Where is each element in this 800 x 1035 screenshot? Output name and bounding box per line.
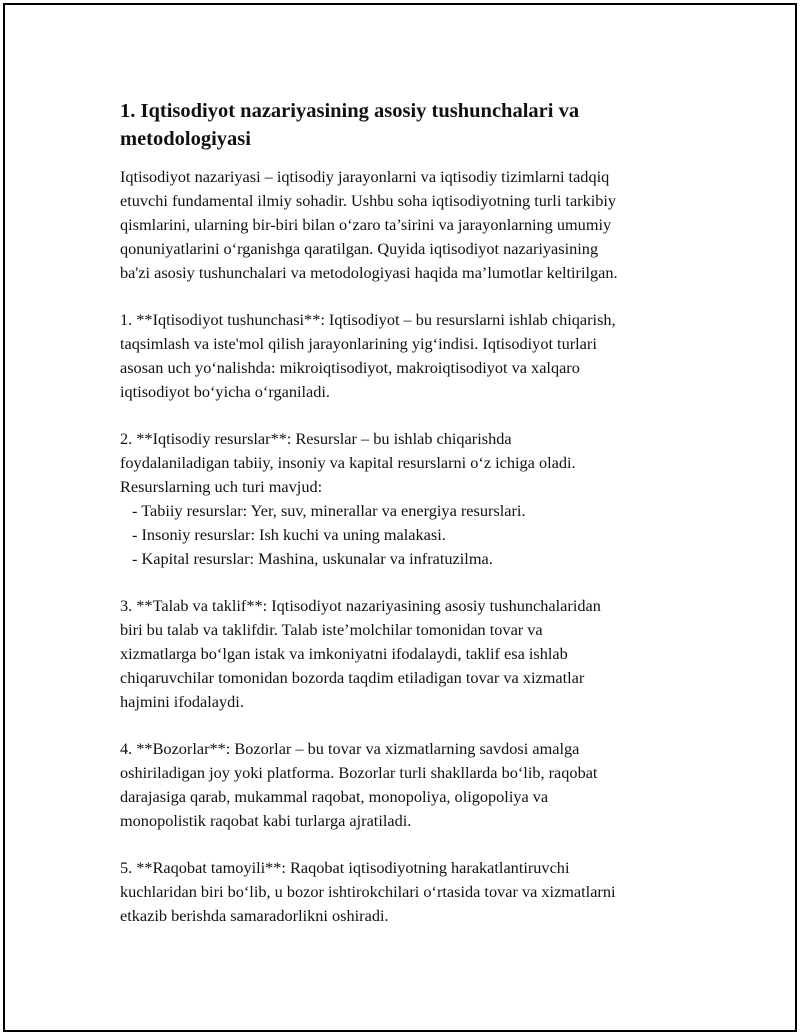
text-line: 1. **Iqtisodiyot tushunchasi**: Iqtisodiyot – bu resurslarni ishlab chiqarish, [120,310,616,329]
text-line: Resurslarning uch turi mavjud: [120,477,323,496]
text-line: qonuniyatlarini o‘rganishga qaratilgan. Quyida iqtisodiyot nazariyasining [120,239,599,258]
text-line: 4. **Bozorlar**: Bozorlar – bu tovar va xizmatlarning savdosi amalga [120,739,580,758]
section-heading [120,95,700,153]
paragraph-economy-concept [120,308,700,404]
text-line: foydalaniladigan tabiiy, insoniy va kapital resurslarni o‘z ichiga oladi. [120,453,576,472]
text-line: ba'zi asosiy tushunchalari va metodologiyasi haqida ma’lumotlar keltirilgan. [120,263,618,282]
document-page [3,3,797,1032]
text-line: iqtisodiyot bo‘yicha o‘rganiladi. [120,382,330,401]
text-line: xizmatlarga bo‘lgan istak va imkoniyatni ifodalaydi, taklif esa ishlab [120,644,568,663]
list-item: - Insoniy resurslar: Ish kuchi va uning malakasi. [132,525,446,544]
text-line: asosan uch yo‘nalishda: mikroiqtisodiyot, makroiqtisodiyot va xalqaro [120,358,580,377]
text-line: 5. **Raqobat tamoyili**: Raqobat iqtisodiyotning harakatlantiruvchi [120,858,570,877]
text-line: hajmini ifodalaydi. [120,692,244,711]
heading-line: 1. Iqtisodiyot nazariyasining asosiy tushunchalari va [120,100,580,122]
text-line: qismlarini, ularning bir-biri bilan o‘zaro ta’sirini va jarayonlarning umumiy [120,215,612,234]
paragraph-markets [120,737,700,833]
text-line: kuchlaridan biri bo‘lib, u bozor ishtirokchilari o‘rtasida tovar va xizmatlarni [120,882,616,901]
paragraph-supply-demand [120,594,700,714]
text-line: monopolistik raqobat kabi turlarga ajratiladi. [120,811,412,830]
intro-paragraph [120,165,700,285]
paragraph-competition [120,856,700,928]
document-content [120,95,700,951]
text-line: Iqtisodiyot nazariyasi – iqtisodiy jarayonlarni va iqtisodiy tizimlarni tadqiq [120,167,610,186]
heading-line: metodologiyasi [120,128,251,150]
list-item: - Kapital resurslar: Mashina, uskunalar va infratuzilma. [132,549,493,568]
text-line: etkazib berishda samaradorlikni oshiradi. [120,906,389,925]
text-line: darajasiga qarab, mukammal raqobat, monopoliya, oligopoliya va [120,787,549,806]
text-line: oshiriladigan joy yoki platforma. Bozorlar turli shakllarda bo‘lib, raqobat [120,763,598,782]
paragraph-economic-resources [120,427,700,571]
text-line: 2. **Iqtisodiy resurslar**: Resurslar – bu ishlab chiqarishda [120,429,512,448]
text-line: biri bu talab va taklifdir. Talab iste’molchilar tomonidan tovar va [120,620,543,639]
list-item: - Tabiiy resurslar: Yer, suv, minerallar va energiya resurslari. [132,501,526,520]
text-line: etuvchi fundamental ilmiy sohadir. Ushbu soha iqtisodiyotning turli tarkibiy [120,191,617,210]
text-line: 3. **Talab va taklif**: Iqtisodiyot nazariyasining asosiy tushunchalaridan [120,596,601,615]
text-line: taqsimlash va iste'mol qilish jarayonlarining yig‘indisi. Iqtisodiyot turlari [120,334,597,353]
text-line: chiqaruvchilar tomonidan bozorda taqdim etiladigan tovar va xizmatlar [120,668,585,687]
